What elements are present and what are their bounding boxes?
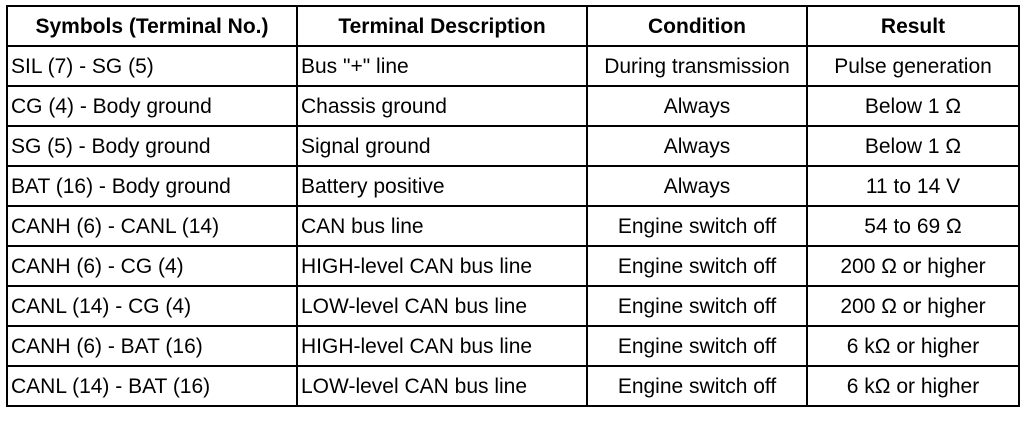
cell-result: Below 1 Ω	[807, 126, 1019, 166]
cell-description: Chassis ground	[297, 86, 587, 126]
cell-condition: Always	[587, 126, 807, 166]
table-row	[7, 86, 1019, 126]
cell-result: 54 to 69 Ω	[807, 206, 1019, 246]
cell-symbols: BAT (16) - Body ground	[7, 166, 297, 206]
table-row	[7, 286, 1019, 326]
cell-condition: Engine switch off	[587, 286, 807, 326]
cell-symbols: CANH (6) - CG (4)	[7, 246, 297, 286]
cell-symbols: CANH (6) - CANL (14)	[7, 206, 297, 246]
cell-description: LOW-level CAN bus line	[297, 286, 587, 326]
cell-condition: Engine switch off	[587, 206, 807, 246]
terminal-table-container	[6, 5, 1018, 429]
cell-result: Below 1 Ω	[807, 86, 1019, 126]
table-row	[7, 206, 1019, 246]
table-row	[7, 46, 1019, 86]
cell-condition: Engine switch off	[587, 366, 807, 406]
terminal-spec-table	[6, 5, 1020, 407]
cell-description: Signal ground	[297, 126, 587, 166]
header-symbols: Symbols (Terminal No.)	[7, 6, 297, 46]
header-result: Result	[807, 6, 1019, 46]
cell-condition: Engine switch off	[587, 326, 807, 366]
cell-description: LOW-level CAN bus line	[297, 366, 587, 406]
header-condition: Condition	[587, 6, 807, 46]
table-header-row	[7, 6, 1019, 46]
header-terminal-description: Terminal Description	[297, 6, 587, 46]
table-row	[7, 326, 1019, 366]
cell-condition: Always	[587, 166, 807, 206]
cell-result: 6 kΩ or higher	[807, 366, 1019, 406]
cell-description: HIGH-level CAN bus line	[297, 246, 587, 286]
cell-symbols: CANL (14) - BAT (16)	[7, 366, 297, 406]
cell-symbols: SG (5) - Body ground	[7, 126, 297, 166]
cell-description: CAN bus line	[297, 206, 587, 246]
table-row	[7, 366, 1019, 406]
cell-description: Bus "+" line	[297, 46, 587, 86]
table-row	[7, 246, 1019, 286]
cell-condition: Always	[587, 86, 807, 126]
cell-description: Battery positive	[297, 166, 587, 206]
cell-symbols: CANL (14) - CG (4)	[7, 286, 297, 326]
cell-result: 6 kΩ or higher	[807, 326, 1019, 366]
cell-result: 200 Ω or higher	[807, 246, 1019, 286]
table-row	[7, 126, 1019, 166]
cell-condition: Engine switch off	[587, 246, 807, 286]
cell-description: HIGH-level CAN bus line	[297, 326, 587, 366]
table-row	[7, 166, 1019, 206]
cell-result: Pulse generation	[807, 46, 1019, 86]
cell-condition: During transmission	[587, 46, 807, 86]
cell-result: 11 to 14 V	[807, 166, 1019, 206]
cell-symbols: SIL (7) - SG (5)	[7, 46, 297, 86]
cell-symbols: CG (4) - Body ground	[7, 86, 297, 126]
cell-result: 200 Ω or higher	[807, 286, 1019, 326]
cell-symbols: CANH (6) - BAT (16)	[7, 326, 297, 366]
